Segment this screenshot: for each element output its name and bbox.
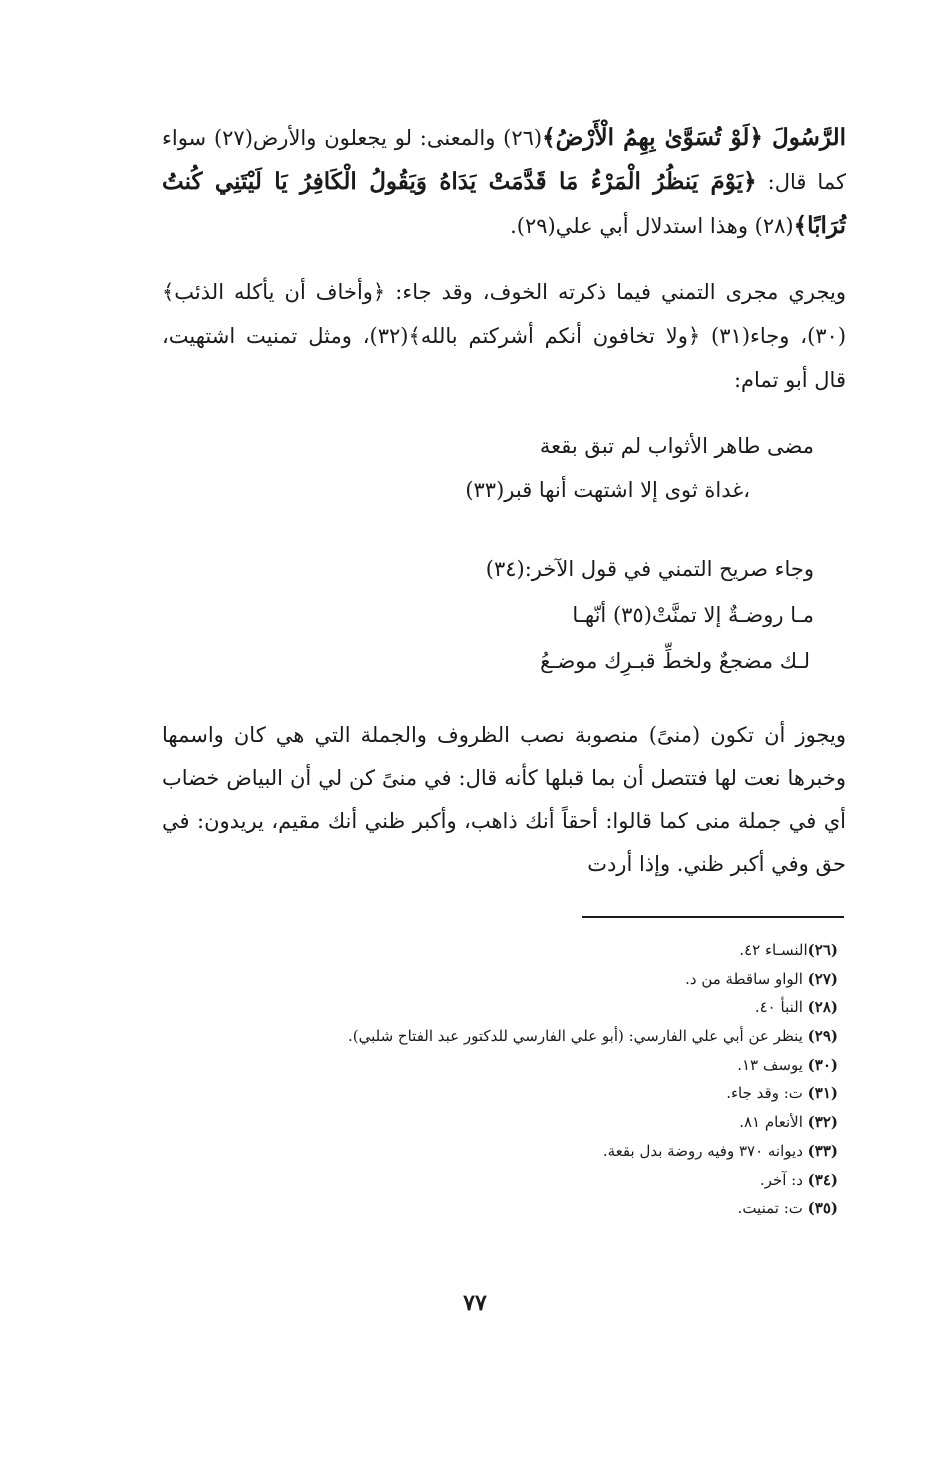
footnote-number: (٢٦) (807, 941, 838, 959)
footnote-text: ينظر عن أبي علي الفارسي: (أبو علي الفارسي للدكتور عبد الفتاح شلبي). (347, 1027, 808, 1046)
quran-fragment-1: ﴿لَوْ تُسَوَّىٰ بِهِمُ الْأَرْضُ﴾ (542, 124, 763, 151)
footnote-item (118, 993, 838, 1022)
poem-1-first-hemistich: مضى طاهر الأثواب لم تبق بقعة (539, 434, 814, 458)
footnote-item (118, 965, 838, 994)
footnote-number: (٣٣) (807, 1141, 838, 1160)
footnote-item (118, 936, 838, 965)
footnote-number: (٢٨) (807, 998, 838, 1017)
footnote-item (118, 1108, 838, 1137)
footnote-item (118, 1166, 838, 1195)
footnote-number: (٣١) (807, 1084, 838, 1103)
paragraph-3: ويجوز أن تكون (منىً) منصوبة نصب الظروف والجملة التي هي كان واسمها وخبرها نعت لها فتتصل أن بما قبلها كأنه قال: في منىً كن لي أن البياض خضاب أي في جملة منى كما قالوا: أحقاً أنك ذاهب، وأكبر ظني أنك مقيم، يريدون: في حق وفي أكبر ظني. وإذا أردت (162, 723, 846, 876)
paragraph-1 (162, 116, 846, 248)
footnote-text: النبأ ٤٠. (754, 998, 808, 1017)
footnote-text: ديوانه ٣٧٠ وفيه روضة بدل بقعة. (602, 1141, 808, 1160)
footnote-divider (582, 916, 844, 918)
footnote-number: (٣٥) (807, 1199, 838, 1218)
footnote-item (118, 1079, 838, 1108)
footnote-text: الأنعام ٨١. (739, 1113, 808, 1132)
footnote-text: يوسف ١٣. (737, 1055, 808, 1074)
paragraph-2: ويجري مجرى التمني فيما ذكرته الخوف، وقد جاء: ﴿وأخاف أن يأكله الذئب﴾(٣٠)، وجاء(٣١) ﴿ولا تخافون أنكم أشركتم بالله﴾(٣٢)، ومثل تمنيت اشتهيت، قال أبو تمام: (162, 280, 847, 392)
poem-2-second-hemistich: لـك مضجعٌ ولخطِّ قبـرِك موضـعُ (540, 649, 810, 673)
footnote-number: (٣٢) (807, 1113, 838, 1132)
paragraph-1-text-b: (٢٨) وهذا استدلال أبي علي(٢٩). (510, 214, 794, 238)
footnote-item (118, 1194, 838, 1223)
footnotes-list (118, 936, 838, 1223)
poem-2-first-hemistich: مـا روضـةٌ إلا تمنَّتْ(٣٥) أنّهـا (572, 603, 814, 627)
footnote-text: النسـاء ٤٢. (739, 941, 808, 959)
footnote-item (118, 1051, 838, 1080)
footnote-text: ت: وقد جاء. (726, 1084, 808, 1103)
footnote-number: (٢٩) (807, 1027, 838, 1046)
footnote-number: (٣٠) (807, 1055, 838, 1074)
quran-verse-naba-40: ﴿يَوْمَ يَنظُرُ الْمَرْءُ مَا قَدَّمَتْ يَدَاهُ وَيَقُولُ الْكَافِرُ يَا لَيْتَنِي كُنتُ تُرَابًا﴾ (162, 168, 846, 239)
footnote-text: الواو ساقطة من د. (685, 969, 808, 988)
footnote-item (118, 1022, 838, 1051)
footnote-number: (٣٤) (807, 1170, 838, 1189)
poem-1-second-hemistich: ،غداة ثوى إلا اشتهت أنها قبر(٣٣) (465, 478, 750, 502)
footnote-text: د: آخر. (759, 1170, 808, 1189)
footnote-number: (٢٧) (807, 969, 838, 988)
poem-2-intro: وجاء صريح التمني في قول الآخر:(٣٤) (485, 557, 814, 581)
footnote-text: ت: تمنيت. (737, 1199, 808, 1218)
quran-fragment-1-prefix: الرَّسُولَ (762, 124, 846, 151)
paragraph-1-text-a: (٢٦) والمعنى: لو يجعلون والأرض(٢٧) سواء كما قال: (162, 126, 846, 194)
page-number: ٧٧ (463, 1290, 487, 1316)
footnote-item (118, 1137, 838, 1166)
